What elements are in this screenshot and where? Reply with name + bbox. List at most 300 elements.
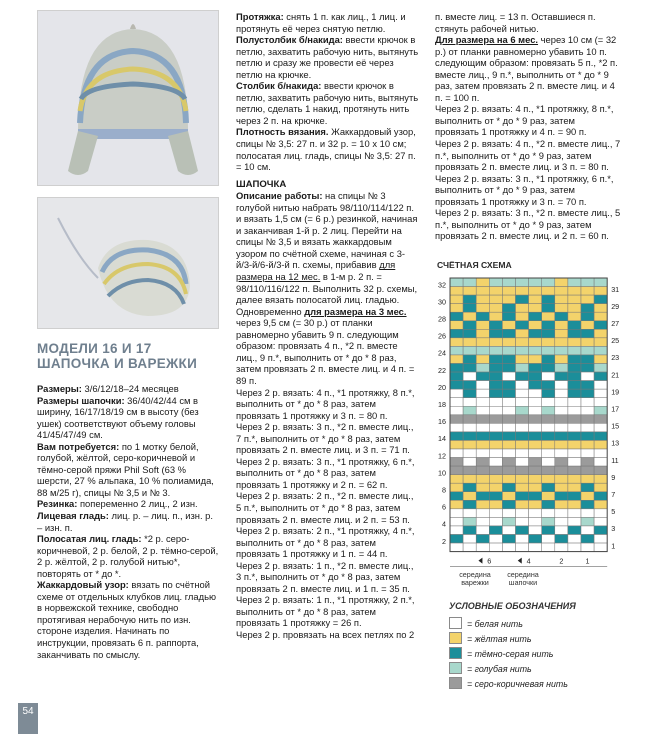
chart-cell xyxy=(555,543,568,552)
chart-row-label: 16 xyxy=(438,417,446,427)
chart-cell xyxy=(542,398,555,407)
chart-row-label: 23 xyxy=(611,353,620,363)
chart-cell xyxy=(502,381,515,390)
chart-cell xyxy=(529,346,542,355)
chart-cell xyxy=(450,500,463,509)
chart-cell xyxy=(581,458,594,467)
chart-cell xyxy=(542,406,555,415)
chart-cell xyxy=(450,475,463,484)
chart-cell xyxy=(581,406,594,415)
chart-cell xyxy=(450,432,463,441)
chart-cell xyxy=(594,517,607,526)
chart-row-label: 25 xyxy=(611,336,620,346)
chart-cell xyxy=(542,287,555,296)
chart-cell xyxy=(476,543,489,552)
chart-cell xyxy=(476,364,489,373)
chart-cell xyxy=(568,312,581,321)
chart-cell xyxy=(581,372,594,381)
chart-cell xyxy=(594,449,607,458)
chart-cell xyxy=(594,415,607,424)
chart-row-label: 7 xyxy=(611,490,616,500)
chart-cell xyxy=(581,364,594,373)
chart-cell xyxy=(581,492,594,501)
chart-cell xyxy=(476,278,489,287)
chart-cell xyxy=(581,381,594,390)
chart-cell xyxy=(581,466,594,475)
chart-cell xyxy=(568,398,581,407)
chart-cell xyxy=(502,492,515,501)
chart-cell xyxy=(476,346,489,355)
chart-cell xyxy=(489,449,502,458)
chart-cell xyxy=(594,364,607,373)
chart-cell xyxy=(529,440,542,449)
chart-cell xyxy=(516,432,529,441)
chart-cell xyxy=(450,329,463,338)
chart-cell xyxy=(594,372,607,381)
chart-cell xyxy=(568,389,581,398)
chart-cell xyxy=(555,287,568,296)
chart-cell xyxy=(568,483,581,492)
chart-cell xyxy=(450,372,463,381)
chart-cell xyxy=(463,432,476,441)
chart-cell xyxy=(542,449,555,458)
chart-cell xyxy=(529,449,542,458)
chart-row-label: 3 xyxy=(611,524,616,534)
legend-label: = голубая нить xyxy=(467,664,532,674)
chart-cell xyxy=(529,278,542,287)
mitten-photo xyxy=(37,197,219,329)
chart-cell xyxy=(489,423,502,432)
chart-cell xyxy=(516,466,529,475)
chart-cell xyxy=(502,543,515,552)
chart-cell xyxy=(516,406,529,415)
chart-cell xyxy=(529,535,542,544)
chart-cell xyxy=(568,415,581,424)
chart-cell xyxy=(581,440,594,449)
chart-cell xyxy=(450,509,463,518)
chart-cell xyxy=(450,355,463,364)
chart-cell xyxy=(516,423,529,432)
chart-cell xyxy=(581,526,594,535)
chart-cell xyxy=(568,535,581,544)
chart-cell xyxy=(463,440,476,449)
chart-cell xyxy=(581,355,594,364)
legend-label: = жёлтая нить xyxy=(467,634,532,644)
chart-cell xyxy=(542,517,555,526)
chart-cell xyxy=(555,329,568,338)
chart-cell xyxy=(542,355,555,364)
chart-cell xyxy=(594,338,607,347)
legend-label: = тёмно-серая нить xyxy=(467,649,554,659)
chart-cell xyxy=(542,475,555,484)
chart-cell xyxy=(555,295,568,304)
chart-cell xyxy=(581,449,594,458)
chart-cell xyxy=(489,492,502,501)
chart-cell xyxy=(542,466,555,475)
chart-cell xyxy=(450,381,463,390)
chart-cell xyxy=(502,458,515,467)
chart-cell xyxy=(476,423,489,432)
chart-cell xyxy=(542,346,555,355)
chart-cell xyxy=(502,535,515,544)
chart-cell xyxy=(489,304,502,313)
chart-cell xyxy=(476,535,489,544)
chart-cell xyxy=(529,517,542,526)
chart-cell xyxy=(516,355,529,364)
chart-cell xyxy=(489,389,502,398)
chart-cell xyxy=(568,432,581,441)
chart-cell xyxy=(476,500,489,509)
chart-cell xyxy=(476,440,489,449)
chart-cell xyxy=(542,372,555,381)
chart-cell xyxy=(450,483,463,492)
chart-cell xyxy=(502,432,515,441)
chart-cell xyxy=(463,535,476,544)
chart-cell xyxy=(516,287,529,296)
chart-cell xyxy=(450,517,463,526)
chart-cell xyxy=(594,458,607,467)
chart-col-label: 1 xyxy=(585,556,590,566)
chart-row-label: 13 xyxy=(611,438,620,448)
chart-cell xyxy=(489,440,502,449)
caption-hat-middle: середина шапочки xyxy=(507,570,539,588)
chart-cell xyxy=(516,295,529,304)
chart-cell xyxy=(542,381,555,390)
chart-cell xyxy=(594,543,607,552)
chart-cell xyxy=(529,466,542,475)
chart-row-label: 14 xyxy=(438,434,446,444)
chart-cell xyxy=(463,500,476,509)
chart-cell xyxy=(542,389,555,398)
chart-cell xyxy=(529,432,542,441)
chart-cell xyxy=(568,449,581,458)
chart-cell xyxy=(542,535,555,544)
chart-cell xyxy=(568,278,581,287)
chart-cell xyxy=(489,466,502,475)
chart-cell xyxy=(476,338,489,347)
chart-cell xyxy=(463,364,476,373)
chart-cell xyxy=(594,466,607,475)
chart-cell xyxy=(529,312,542,321)
chart-cell xyxy=(581,500,594,509)
chart-cell xyxy=(463,449,476,458)
chart-cell xyxy=(555,278,568,287)
chart-cell xyxy=(542,321,555,330)
chart-cell xyxy=(555,304,568,313)
chart-row-label: 21 xyxy=(611,370,620,380)
chart-cell xyxy=(516,500,529,509)
chart-cell xyxy=(581,509,594,518)
chart-cell xyxy=(502,295,515,304)
chart-cell xyxy=(529,415,542,424)
chart-cell xyxy=(502,483,515,492)
chart-cell xyxy=(516,543,529,552)
chart-cell xyxy=(581,398,594,407)
chart-cell xyxy=(568,517,581,526)
column-2: Протяжка: снять 1 п. как лиц., 1 лиц. и протянуть её через снятую петлю. Полустолбик б/накида: ввести крючок в петлю, захватить рабочую нить, вытянуть петлю и сразу же провести её через петлю на крючке. Столбик б/накида: ввести крючок в петлю, захватить рабочую нить, вытянуть петлю, сделать 1 накид, протянуть нить через 2 п. на крючке. Плотность вязания. Жаккардовый узор, спицы № 3,5: 27 п. и 32 р. = 10 х 10 см; полосатая лиц. гладь, спицы № 3,5: 27 п. = 10 см. ШАПОЧКА Описание работы: на спицы № 3 голубой нитью набрать 98/110/114/122 п. и вязать 1,5 см (= 6 р.) резинкой, начиная и заканчивая 1-й р. 2 лиц. Перейти на спицы № 3,5 и вязать жаккардовым узором по счётной схеме, начиная с 3-й/3-й/6-й/3-й п. схемы, прибавив для размера на 12 мес. в 1-м р. 2 п. = 98/110/116/122 п. Выполнить 32 р. схемы, далее вязать полосатой лиц. гладью. Одновременно для размера на 3 мес. через 9,5 см (= 30 р.) от планки равномерно убавить 9 п. следующим образом: провязать 4 п., *2 п. вместе лиц., 9 п.*, выполнить от * до * 8 раз, затем провязать 2 п. вместе лиц. и 4 п. = 89 п. Через 2 р. вязать: 4 п., *1 протяжку, 8 п.*, выполнить от * до * 8 раз, затем провязать 1 протяжку и 3 п. = 80 п. Через 2 р. вязать: 3 п., *2 п. вместе лиц., 7 п.*, выполнить от * до * 8 раз, затем провязать 2 п. вместе лиц. и 3 п. = 71 п. Через 2 р. вязать: 3 п., *1 протяжку, 6 п.*, выполнить от * до * 8 раз, затем провязать 1 протяжку и 2 п. = 62 п. Через 2 р. вязать: 2 п., *2 п. вместе лиц., 5 п.*, выполнить от * до * 8 раз, затем провязать 2 п. вместе лиц. и 2 п. = 53 п. Через 2 р. вязать: 2 п., *1 протяжку, 4 п.*, выполнить от * до * 8 раз, затем провязать 1 протяжку и 1 п. = 44 п. Через 2 р. вязать: 1 п., *2 п. вместе лиц., 3 п.*, выполнить от * до * 8 раз, затем провязать 2 п. вместе лиц. и 1 п. = 35 п. Через 2 р. вязать: 1 п., *1 протяжку, 2 п.*, выполнить от * до * 8 раз, затем провязать 1 протяжку = 26 п. Через 2 р. провязать на всех петлях по 2 xyxy=(236,11,419,640)
chart-cell xyxy=(542,329,555,338)
chart-cell xyxy=(568,406,581,415)
chart-cell xyxy=(568,346,581,355)
chart-cell xyxy=(450,287,463,296)
chart-row-label: 8 xyxy=(442,485,446,495)
chart-cell xyxy=(502,423,515,432)
chart-cell xyxy=(555,364,568,373)
chart-cell xyxy=(450,295,463,304)
hat-photo xyxy=(37,10,219,186)
chart-col-label: 6 xyxy=(487,556,492,566)
chart-cell xyxy=(568,381,581,390)
chart-cell xyxy=(529,423,542,432)
chart-cell xyxy=(502,517,515,526)
chart-cell xyxy=(450,543,463,552)
chart-cell xyxy=(529,526,542,535)
chart-cell xyxy=(502,364,515,373)
chart-cell xyxy=(489,346,502,355)
chart-cell xyxy=(555,475,568,484)
chart-cell xyxy=(529,406,542,415)
legend-item xyxy=(449,647,553,659)
chart-cell xyxy=(594,304,607,313)
chart-cell xyxy=(450,398,463,407)
chart-row-label: 1 xyxy=(611,541,616,551)
chart-cell xyxy=(542,304,555,313)
chart-cell xyxy=(516,364,529,373)
chart-cell xyxy=(594,483,607,492)
chart-cell xyxy=(463,355,476,364)
page-title: МОДЕЛИ 16 И 17 ШАПОЧКА И ВАРЕЖКИ xyxy=(37,341,198,371)
chart-cell xyxy=(594,278,607,287)
chart-cell xyxy=(542,526,555,535)
chart-cell xyxy=(502,346,515,355)
chart-cell xyxy=(450,458,463,467)
chart-cell xyxy=(555,432,568,441)
chart-cell xyxy=(555,398,568,407)
chart-title: СЧЁТНАЯ СХЕМА xyxy=(437,260,512,270)
chart-cell xyxy=(568,492,581,501)
chart-cell xyxy=(450,526,463,535)
chart-cell xyxy=(516,526,529,535)
chart-cell xyxy=(516,389,529,398)
chart-cell xyxy=(463,517,476,526)
legend-swatch xyxy=(449,662,462,674)
chart-cell xyxy=(502,338,515,347)
chart-cell xyxy=(529,389,542,398)
chart-cell xyxy=(568,466,581,475)
chart-cell xyxy=(516,535,529,544)
chart-cell xyxy=(489,535,502,544)
chart-cell xyxy=(489,500,502,509)
chart-cell xyxy=(594,500,607,509)
chart-cell xyxy=(463,338,476,347)
chart-cell xyxy=(555,517,568,526)
chart-cell xyxy=(516,509,529,518)
chart-cell xyxy=(555,526,568,535)
chart-row-label: 30 xyxy=(438,297,446,307)
chart-cell xyxy=(516,304,529,313)
chart-cell xyxy=(568,355,581,364)
chart-cell xyxy=(581,287,594,296)
chart-cell xyxy=(516,398,529,407)
chart-cell xyxy=(516,329,529,338)
chart-cell xyxy=(476,355,489,364)
chart-cell xyxy=(502,475,515,484)
chart-cell xyxy=(489,415,502,424)
chart-cell xyxy=(516,483,529,492)
chart-cell xyxy=(516,449,529,458)
chart-row-label: 4 xyxy=(442,519,446,529)
chart-cell xyxy=(581,389,594,398)
chart-cell xyxy=(529,483,542,492)
chart-row-label: 26 xyxy=(438,331,446,341)
chart-cell xyxy=(555,406,568,415)
chart-cell xyxy=(529,321,542,330)
legend-swatch xyxy=(449,632,462,644)
chart-cell xyxy=(502,312,515,321)
chart-cell xyxy=(489,278,502,287)
chart-cell xyxy=(476,381,489,390)
chart-cell xyxy=(476,458,489,467)
chart-cell xyxy=(568,526,581,535)
chart-cell xyxy=(542,483,555,492)
column-1: Размеры: 3/6/12/18–24 месяцев Размеры шапочки: 36/40/42/44 см в ширину, 16/17/18/19 см в высоту (без ушек) соответствуют объему головы 41/45/47/49 см. Вам потребуется: по 1 мотку белой, голубой, жёлтой, серо-коричневой и тёмно-серой пряжи Phil Soft (63 % шерсти, 27 % альпака, 10 % полиамида, 88 м/25 г), спицы № 3,5 и № 3. Резинка: попеременно 2 лиц., 2 изн. Лицевая гладь: лиц. р. – лиц. п., изн. р. – изн. п. Полосатая лиц. гладь: *2 р. серо-коричневой, 2 р. белой, 2 р. тёмно-серой, 2 р. жёлтой, 2 р. голубой нитью*, повторять от * до *. Жаккардовый узор: вязать по счётной схеме от отдельных клубков лиц. гладью в норвежской технике, свободно протягивая нерабочую нить по изн. стороне изделия. Начинать по инструкции, провязать 6 п. раппорта, заканчивать по смыслу. xyxy=(37,383,219,660)
chart-cell xyxy=(463,346,476,355)
chart-cell xyxy=(594,295,607,304)
chart-cell xyxy=(450,304,463,313)
chart-cell xyxy=(529,543,542,552)
chart-cell xyxy=(476,526,489,535)
chart-cell xyxy=(529,458,542,467)
knitting-chart xyxy=(430,270,635,592)
chart-cell xyxy=(594,492,607,501)
chart-cell xyxy=(594,381,607,390)
chart-cell xyxy=(450,449,463,458)
chart-cell xyxy=(581,278,594,287)
chart-cell xyxy=(568,440,581,449)
chart-cell xyxy=(516,278,529,287)
chart-cell xyxy=(463,278,476,287)
chart-cell xyxy=(463,295,476,304)
chart-cell xyxy=(463,372,476,381)
chart-cell xyxy=(450,338,463,347)
chart-cell xyxy=(489,321,502,330)
chart-cell xyxy=(463,543,476,552)
chart-cell xyxy=(594,355,607,364)
chart-cell xyxy=(502,466,515,475)
chart-cell xyxy=(555,346,568,355)
chart-cell xyxy=(568,304,581,313)
chart-cell xyxy=(581,312,594,321)
chart-cell xyxy=(476,466,489,475)
chart-cell xyxy=(529,287,542,296)
chart-cell xyxy=(450,492,463,501)
chart-cell xyxy=(542,509,555,518)
chart-row-label: 10 xyxy=(438,468,446,478)
chart-cell xyxy=(489,458,502,467)
chart-cell xyxy=(476,321,489,330)
chart-cell xyxy=(450,321,463,330)
chart-cell xyxy=(476,432,489,441)
legend-swatch xyxy=(449,677,462,689)
chart-cell xyxy=(476,304,489,313)
chart-cell xyxy=(450,440,463,449)
chart-cell xyxy=(489,483,502,492)
chart-cell xyxy=(594,535,607,544)
chart-cell xyxy=(555,509,568,518)
chart-cell xyxy=(529,492,542,501)
chart-cell xyxy=(581,517,594,526)
chart-cell xyxy=(489,526,502,535)
chart-cell xyxy=(581,483,594,492)
chart-cell xyxy=(594,440,607,449)
chart-cell xyxy=(516,381,529,390)
chart-cell xyxy=(555,458,568,467)
chart-cell xyxy=(476,509,489,518)
chart-cell xyxy=(489,329,502,338)
chart-row-label: 17 xyxy=(611,404,620,414)
chart-cell xyxy=(502,278,515,287)
chart-cell xyxy=(489,312,502,321)
chart-cell xyxy=(516,492,529,501)
chart-cell xyxy=(463,329,476,338)
chart-cell xyxy=(542,415,555,424)
chart-cell xyxy=(516,415,529,424)
chart-row-label: 31 xyxy=(611,284,620,294)
chart-cell xyxy=(463,483,476,492)
chart-cell xyxy=(502,440,515,449)
chart-cell xyxy=(568,423,581,432)
chart-cell xyxy=(489,355,502,364)
chart-cell xyxy=(489,432,502,441)
chart-cell xyxy=(529,372,542,381)
chart-cell xyxy=(555,535,568,544)
chart-cell xyxy=(555,389,568,398)
chart-cell xyxy=(594,526,607,535)
chart-cell xyxy=(463,304,476,313)
chart-cell xyxy=(489,398,502,407)
hat-section-heading: ШАПОЧКА xyxy=(236,178,287,190)
chart-cell xyxy=(542,364,555,373)
chart-row-label: 15 xyxy=(611,421,620,431)
chart-cell xyxy=(581,338,594,347)
chart-cell xyxy=(489,381,502,390)
chart-cell xyxy=(555,338,568,347)
chart-cell xyxy=(555,381,568,390)
chart-cell xyxy=(463,381,476,390)
chart-cell xyxy=(476,295,489,304)
chart-cell xyxy=(529,509,542,518)
chart-cell xyxy=(489,372,502,381)
chart-row-label: 11 xyxy=(611,455,619,465)
chart-cell xyxy=(581,295,594,304)
chart-cell xyxy=(594,509,607,518)
chart-cell xyxy=(542,432,555,441)
legend-label: = белая нить xyxy=(467,619,523,629)
chart-cell xyxy=(581,321,594,330)
chart-cell xyxy=(594,398,607,407)
chart-cell xyxy=(476,406,489,415)
chart-cell xyxy=(516,312,529,321)
legend-item xyxy=(449,677,568,689)
chart-row-label: 32 xyxy=(438,280,446,290)
chart-cell xyxy=(463,398,476,407)
chart-cell xyxy=(463,406,476,415)
chart-cell xyxy=(542,440,555,449)
chart-cell xyxy=(542,278,555,287)
legend-item xyxy=(449,617,523,629)
chart-cell xyxy=(568,475,581,484)
chart-cell xyxy=(568,329,581,338)
